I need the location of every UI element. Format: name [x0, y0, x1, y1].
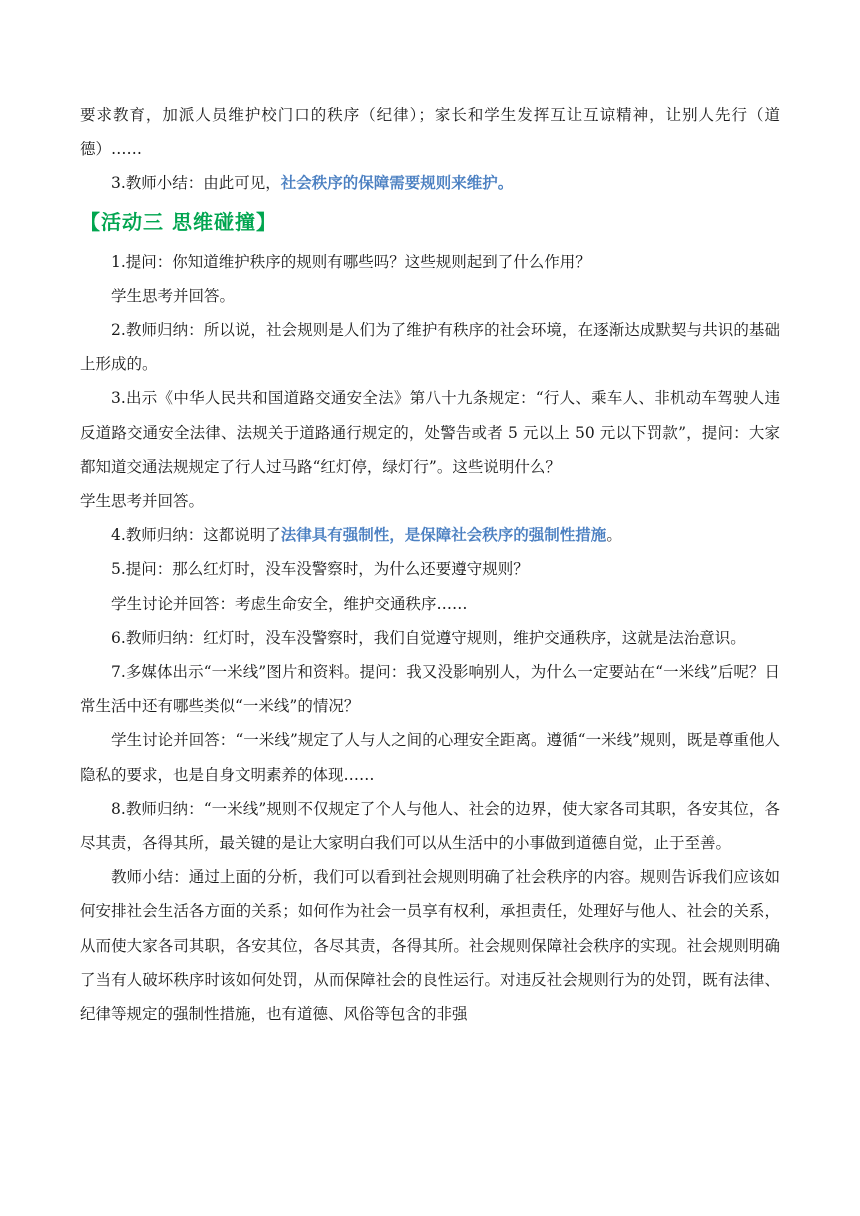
section-heading-activity-three: 【活动三 思维碰撞】 [80, 209, 277, 234]
paragraph-continuation: 要求教育，加派人员维护校门口的秩序（纪律）；家长和学生发挥互让互谅精神，让别人先行（道德）…… [80, 106, 780, 159]
paragraph-question-5: 5.提问：那么红灯时，没车没警察时，为什么还要遵守规则？ [111, 560, 529, 579]
paragraph-teacher-final-summary: 教师小结：通过上面的分析，我们可以看到社会规则明确了社会秩序的内容。规则告诉我们应该如何安排社会生活各方面的关系；如何作为社会一员享有权利，承担责任，处理好与他人、社会的关系，从而使大家各司其职，各安其位，各尽其责，各得其所。社会规则保障社会秩序的实现。社会规则明确了当有人破坏秩序时该如何处罚，从而保障社会的良性运行。对违反社会规则行为的处罚，既有法律、纪律等规定的强制性措施，也有道德、风俗等包含的非强 [80, 868, 780, 1024]
paragraph-student-answer-1: 学生思考并回答。 [111, 286, 236, 305]
paragraph-text: 3.教师小结：由此可见， [111, 174, 281, 193]
paragraph-teacher-conclusion-6: 6.教师归纳：红灯时，没车没警察时，我们自觉遵守规则，维护交通秩序，这就是法治意识。 [111, 628, 746, 647]
paragraph-teacher-conclusion-2: 2.教师归纳：所以说，社会规则是人们为了维护有秩序的社会环境，在逐渐达成默契与共识的基础上形成的。 [80, 321, 780, 374]
paragraph-teacher-conclusion-8: 8.教师归纳：“一米线”规则不仅规定了个人与他人、社会的边界，使大家各司其职，各安其位，各尽其责，各得其所，最关键的是让大家明白我们可以从生活中的小事做到道德自觉，止于至善。 [80, 799, 780, 853]
paragraph-one-meter-line: 7.多媒体出示“一米线”图片和资料。提问：我又没影响别人，为什么一定要站在“一米线”后呢？日常生活中还有哪些类似“一米线”的情况？ [80, 663, 780, 716]
highlighted-law-statement: 法律具有强制性，是保障社会秩序的强制性措施 [280, 526, 607, 545]
paragraph-teacher-summary-1 [80, 166, 780, 200]
paragraph-student-discussion-2: 学生讨论并回答：“一米线”规定了人与人之间的心理安全距离。遵循“一米线”规则，既是尊重他人隐私的要求，也是自身文明素养的体现…… [80, 731, 780, 784]
paragraph-teacher-conclusion-4 [80, 518, 780, 552]
paragraph-text: 。 [606, 526, 622, 545]
paragraph-traffic-law: 3.出示《中华人民共和国道路交通安全法》第八十九条规定：“行人、乘车人、非机动车驾驶人违反道路交通安全法律、法规关于道路通行规定的，处警告或者 5 元以上 50 元以下罚款”，提问：大家都知道交通法规规定了行人过马路“红灯停，绿灯行”。这些说明什么？ [80, 389, 780, 476]
document-page [80, 98, 780, 1031]
paragraph-student-answer-2: 学生思考并回答。 [80, 492, 205, 511]
highlighted-conclusion: 社会秩序的保障需要规则来维护。 [280, 174, 514, 193]
paragraph-question-1: 1.提问：你知道维护秩序的规则有哪些吗？这些规则起到了什么作用？ [111, 252, 591, 271]
paragraph-text: 4.教师归纳：这都说明了 [111, 526, 281, 545]
paragraph-student-discussion-1: 学生讨论并回答：考虑生命安全，维护交通秩序…… [111, 594, 468, 613]
